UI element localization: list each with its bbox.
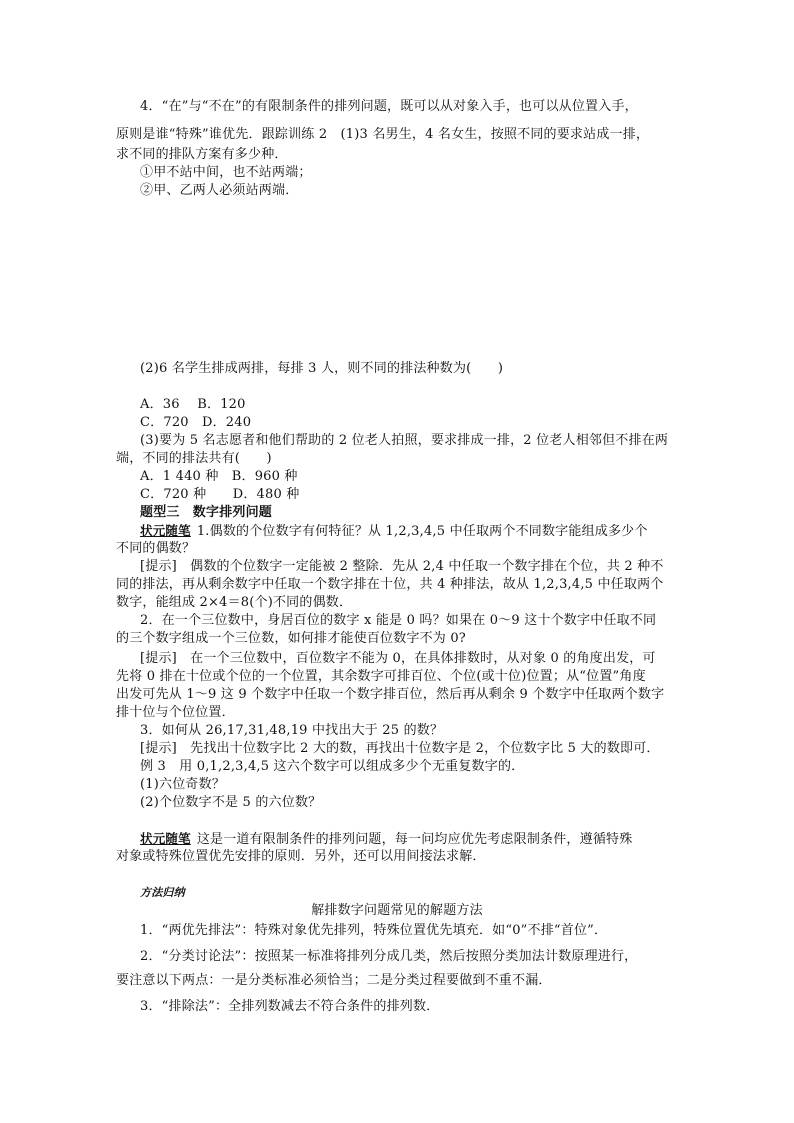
prompt-2-line1: 2．在一个三位数中，身居百位的数字 x 能是 0 吗？如果在 0～9 这十个数字中任取不同 — [140, 613, 657, 628]
tip-note-line1 — [140, 830, 720, 849]
example-3-part1: (1)六位奇数？ — [140, 777, 226, 792]
hint-1-line2: 同的排法，再从剩余数字中任取一个数字排在十位，共 4 种排法，故从 1,2,3,4,5 中任取两个 — [116, 577, 664, 592]
question-3-line1: (3)要为 5 名志愿者和他们帮助的 2 位老人拍照，要求排成一排，2 位老人相邻但不排在两 — [140, 433, 669, 448]
tip-note-line2: 对象或特殊位置优先安排的原则．另外，还可以用间接法求解． — [116, 849, 486, 864]
hint-3: [提示] 先找出十位数字比 2 大的数，再找出十位数字是 2，个位数字比 5 大的数即可． — [140, 741, 660, 756]
tip-note-text: 这是一道有限制条件的排列问题，每一问均应优先考虑限制条件，遵循特殊 — [196, 832, 633, 847]
q3-options-ab: A．1 440 种 B．960 种 — [140, 469, 298, 484]
q2-options-cd: C．720 D．240 — [140, 415, 252, 430]
section-heading: 题型三 数字排列问题 — [140, 505, 273, 520]
tip-tag-2: 状元随笔 — [140, 831, 191, 846]
example-3-part2: (2)个位数字不是 5 的六位数？ — [140, 795, 322, 810]
hint-2-line3: 出发可先从 1～9 这 9 个数字中任取一个数字排百位，然后再从剩余 9 个数字中任取两个数字 — [116, 687, 665, 702]
condition-1: ①甲不站中间，也不站两端； — [140, 165, 312, 180]
prompt-1-line2: 不同的偶数？ — [116, 541, 196, 556]
method-2-line2: 要注意以下两点：一是分类标准必须恰当；二是分类过程要做到不重不漏． — [116, 973, 552, 988]
condition-2: ②甲、乙两人必须站两端． — [140, 183, 299, 198]
q3-options-cd: C．720 种 D．480 种 — [140, 487, 300, 502]
item4-line1: 4．“在”与“不在”的有限制条件的排列问题，既可以从对象入手，也可以从位置入手， — [140, 99, 638, 114]
method-2-line1: 2．“分类讨论法”：按照某一标准将排列分成几类，然后按照分类加法计数原理进行， — [140, 949, 638, 964]
method-label: 方法归纳 — [140, 886, 185, 899]
method-1: 1．“两优先排法”：特殊对象优先排列，特殊位置优先填充．如“0”不排“首位”． — [140, 923, 608, 938]
q2-options-ab: A．36 B．120 — [140, 397, 246, 412]
tip-tag: 状元随笔 — [140, 523, 191, 538]
prompt-2-line2: 的三个数字组成一个三位数，如何排才能使百位数字不为 0? — [116, 631, 466, 646]
item4-line3: 求不同的排队方案有多少种． — [116, 147, 288, 162]
prompt-1-text: 1.偶数的个位数字有何特征？从 1,2,3,4,5 中任取两个不同数字能组成多少个 — [196, 524, 648, 539]
hint-2-line4: 排十位与个位位置． — [116, 705, 235, 720]
question-2: (2)6 名学生排成两排，每排 3 人，则不同的排法种数为( ) — [140, 361, 504, 376]
item4-line2: 原则是谁“特殊”谁优先．跟踪训练 2 (1)3 名男生，4 名女生，按照不同的要求站成一排， — [116, 127, 650, 142]
hint-2-line1: [提示] 在一个三位数中，百位数字不能为 0，在具体排数时，从对象 0 的角度出发，可 — [140, 651, 656, 666]
example-3: 例 3 用 0,1,2,3,4,5 这六个数字可以组成多少个无重复数字的． — [140, 759, 525, 774]
hint-2-line2: 先将 0 排在十位或个位的一个位置，其余数字可排百位、个位(或十位)位置；从“位置”角度 — [116, 669, 646, 684]
prompt-1-line1 — [140, 522, 720, 541]
method-title: 解排数字问题常见的解题方法 — [311, 903, 483, 918]
question-3-line2: 端，不同的排法共有( ) — [116, 451, 272, 466]
hint-1-line1: [提示] 偶数的个位数字一定能被 2 整除．先从 2,4 中任取一个数字排在个位，共 2 种不 — [140, 559, 664, 574]
hint-1-line3: 数字，能组成 2×4＝8(个)不同的偶数． — [116, 595, 353, 610]
method-3: 3．“排除法”：全排列数减去不符合条件的排列数． — [140, 999, 440, 1014]
prompt-3: 3．如何从 26,17,31,48,19 中找出大于 25 的数？ — [140, 723, 444, 738]
